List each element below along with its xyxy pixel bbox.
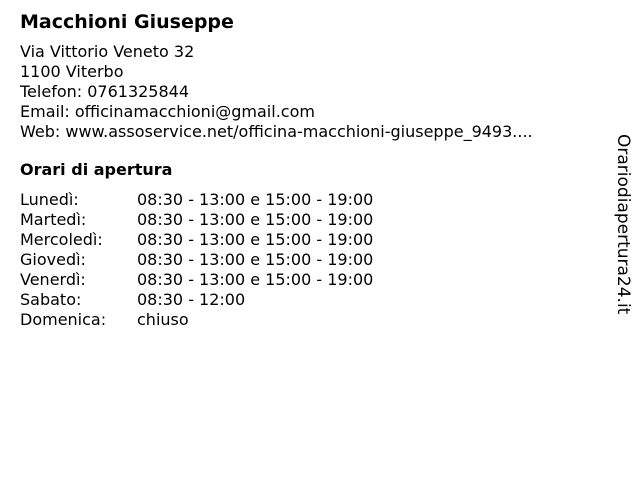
site-watermark: Orariodiapertura24.it (613, 134, 633, 315)
day-hours: chiuso (137, 310, 189, 329)
day-label: Venerdì: (20, 270, 86, 289)
opening-hours-heading: Orari di apertura (20, 160, 173, 179)
web-text: Web: www.assoservice.net/officina-macchioni-giuseppe_9493.... (20, 122, 533, 141)
hours-row-thursday (20, 250, 373, 270)
business-name: Macchioni Giuseppe (20, 11, 234, 33)
opening-hours-table (20, 190, 373, 330)
contact-info (20, 42, 600, 142)
hours-row-saturday (20, 290, 373, 310)
address-street: Via Vittorio Veneto 32 (20, 42, 195, 61)
day-label: Sabato: (20, 290, 82, 309)
day-label: Lunedì: (20, 190, 79, 209)
day-hours: 08:30 - 13:00 e 15:00 - 19:00 (137, 210, 374, 229)
hours-row-wednesday (20, 230, 373, 250)
day-label: Domenica: (20, 310, 107, 329)
hours-row-sunday (20, 310, 373, 330)
day-label: Martedì: (20, 210, 87, 229)
day-hours: 08:30 - 13:00 e 15:00 - 19:00 (137, 190, 374, 209)
phone-text: Telefon: 0761325844 (20, 82, 190, 101)
address-city: 1100 Viterbo (20, 62, 124, 81)
day-hours: 08:30 - 13:00 e 15:00 - 19:00 (137, 270, 374, 289)
day-label: Giovedì: (20, 250, 86, 269)
hours-row-friday (20, 270, 373, 290)
business-card (20, 10, 600, 330)
hours-row-tuesday (20, 210, 373, 230)
day-hours: 08:30 - 13:00 e 15:00 - 19:00 (137, 230, 374, 249)
day-hours: 08:30 - 13:00 e 15:00 - 19:00 (137, 250, 374, 269)
day-label: Mercoledì: (20, 230, 103, 249)
email-text: Email: officinamacchioni@gmail.com (20, 102, 315, 121)
day-hours: 08:30 - 12:00 (137, 290, 246, 309)
hours-row-monday (20, 190, 373, 210)
